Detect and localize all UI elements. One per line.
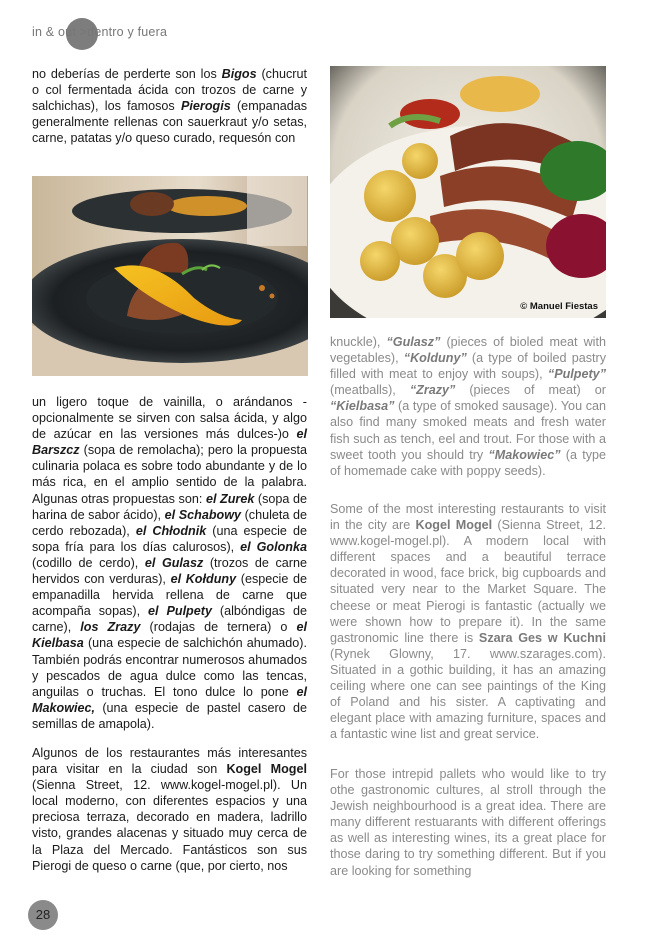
emphasized-term: “Kolduny” xyxy=(403,351,467,366)
left-column-top-text xyxy=(32,66,307,146)
restaurant-name: Kogel Mogel xyxy=(415,518,493,533)
paragraph xyxy=(32,66,307,146)
emphasized-term: el Chłodnik xyxy=(135,523,207,538)
emphasized-term: el Kielbasa xyxy=(32,620,307,651)
restaurant-name: Kogel Mogel xyxy=(226,762,307,777)
text-run: (Sienna Street, 12. www.kogel-mogel.pl). Un local moderno, con diferentes espacios y una preciosa terraza, decorado en madera, ladrillo visto, grandes alacenas y situado muy cerca de la Plaza del Mercado. Fantásticos son sus Pierogi de queso o carne (que, por cierto, nos xyxy=(32,778,307,873)
text-run: For those intrepid pallets who would like to try othe gastronomic cultures, al stroll through the Jewish neighbourhood is a great idea. There are many different restuarants with different offerings as well as interesting wines, its a great place for those daring to try something different. But if you are looking for something xyxy=(330,767,606,878)
emphasized-term: Bigos xyxy=(221,67,257,81)
paragraph xyxy=(330,766,606,879)
emphasized-term: “Pulpety” xyxy=(547,367,606,382)
dish-photo-illustration xyxy=(32,176,308,376)
text-run: (codillo de cerdo), xyxy=(32,555,145,570)
text-run: (sopa de harina de sabor ácido), xyxy=(32,491,308,522)
emphasized-term: “Gulasz” xyxy=(386,335,441,349)
right-column-text-3 xyxy=(330,766,606,879)
text-run: (a type of homemade cake with poppy seeds). xyxy=(330,447,607,478)
text-run: Algunos de los restaurantes más interesantes para visitar en la ciudad son xyxy=(32,746,307,777)
text-run: (empanadas generalmente rellenas con sauerkraut y/o setas, carne, patatas y/o queso curado, requesón con xyxy=(32,99,308,146)
text-run: (especie de empanadilla hervida rellena de carne que acompaña sopas), xyxy=(32,572,308,619)
text-run: (Sienna Street, 12. www.kogel-mogel.pl). A modern local with different spaces and a beautiful terrace decorated in wood, face brick, big cupboards and situated very near to the Market Square. The cheese or meat Pierogi is fantastic (actually we were shown how to prepare it). In the same gastronomic line there is xyxy=(330,518,606,645)
right-column-text-1 xyxy=(330,334,606,479)
text-run: (a type of boiled pastry filled with meat to enjoy with soups), xyxy=(330,351,607,382)
text-run: (meatballs), xyxy=(330,383,410,398)
right-column-text-2 xyxy=(330,501,606,742)
emphasized-term: los Zrazy xyxy=(80,620,141,635)
emphasized-term: el Pulpety xyxy=(148,604,212,619)
text-run: Some of the most interesting restaurants to visit in the city are xyxy=(330,502,606,533)
text-run: no deberías de perderte son los xyxy=(32,67,222,81)
emphasized-term: “Kielbasa” xyxy=(330,399,395,414)
left-column-main-text xyxy=(32,394,307,732)
emphasized-term: “Makowiec” xyxy=(488,447,561,462)
text-run: (una especie de salchichón ahumado). También podrás encontrar numerosos ahumados y pescados de agua dulce como las tencas, anguilas o truchas. El tono dulce lo pone xyxy=(32,636,307,699)
text-run: (Rynek Glowny, 17. www.szarages.com). Situated in a gothic building, it has an amazing ceiling where one can see paintings of the King of Poland and his sister. A captivating and elegant place with amazing furniture, spaces and a fantastic wine list and great service. xyxy=(330,646,606,742)
paragraph xyxy=(330,334,606,479)
emphasized-term: el Gulasz xyxy=(144,555,204,570)
text-run: un ligero toque de vainilla, o arándanos - opcionalmente se sirven con salsa ácida, y algo de azúcar en las versiones más dulces-)o xyxy=(32,395,307,442)
emphasized-term: “Zrazy” xyxy=(409,383,456,398)
emphasized-term: el Makowiec, xyxy=(32,684,307,715)
text-run: (a type of smoked sausage). You can also find many smoked meats and fresh water fish such as tench, eel and trout. For those with a sweet tooth you should try xyxy=(330,399,606,462)
dish-photo-meat-potatoes xyxy=(330,66,606,318)
emphasized-term: el Kołduny xyxy=(170,572,237,587)
brand-name: in & out > xyxy=(32,25,88,39)
emphasized-term: el Schabowy xyxy=(164,507,242,522)
text-run: knuckle), xyxy=(330,335,387,349)
left-column-bottom-text xyxy=(32,745,307,874)
text-run: (albóndigas de carne), xyxy=(32,604,307,635)
section-header xyxy=(28,18,228,50)
text-run: (rodajas de ternera) o xyxy=(140,620,297,635)
emphasized-term: Pierogis xyxy=(181,99,231,114)
text-run: (una especie de pastel casero de semillas de amapola). xyxy=(32,700,307,731)
text-run: (una especie de sopa fría para los días calurosos), xyxy=(32,523,307,554)
photo-credit: © Manuel Fiestas xyxy=(520,301,598,312)
text-run: (chuleta de cerdo rebozada), xyxy=(32,507,307,538)
section-name: dentro y fuera xyxy=(87,25,168,39)
paragraph xyxy=(330,501,606,742)
text-run: (pieces of bioled meat with vegetables), xyxy=(330,335,606,366)
text-run: (chucrut o col fermentada ácida con trozos de carne y salchichas), los famosos xyxy=(32,67,307,114)
emphasized-term: el Golonka xyxy=(240,539,307,554)
dish-photo-illustration xyxy=(330,66,606,318)
page-number: 28 xyxy=(28,900,58,930)
header-text xyxy=(32,25,167,39)
restaurant-name: Szara Ges w Kuchni xyxy=(478,630,606,645)
text-run: (trozos de carne hervidos con verduras), xyxy=(32,555,308,587)
dish-photo-plate xyxy=(32,176,308,376)
emphasized-term: el Zurek xyxy=(205,491,255,506)
text-run: (sopa de remolacha); pero la propuesta culinaria polaca es sobre todo abundante y de lo más rica, en el amplio sentido de la palabra. Algunas otras propuestas son: xyxy=(32,443,307,506)
emphasized-term: el Barszcz xyxy=(32,427,307,458)
text-run: (pieces of meat) or xyxy=(455,383,606,398)
paragraph xyxy=(32,394,307,732)
paragraph xyxy=(32,745,307,874)
